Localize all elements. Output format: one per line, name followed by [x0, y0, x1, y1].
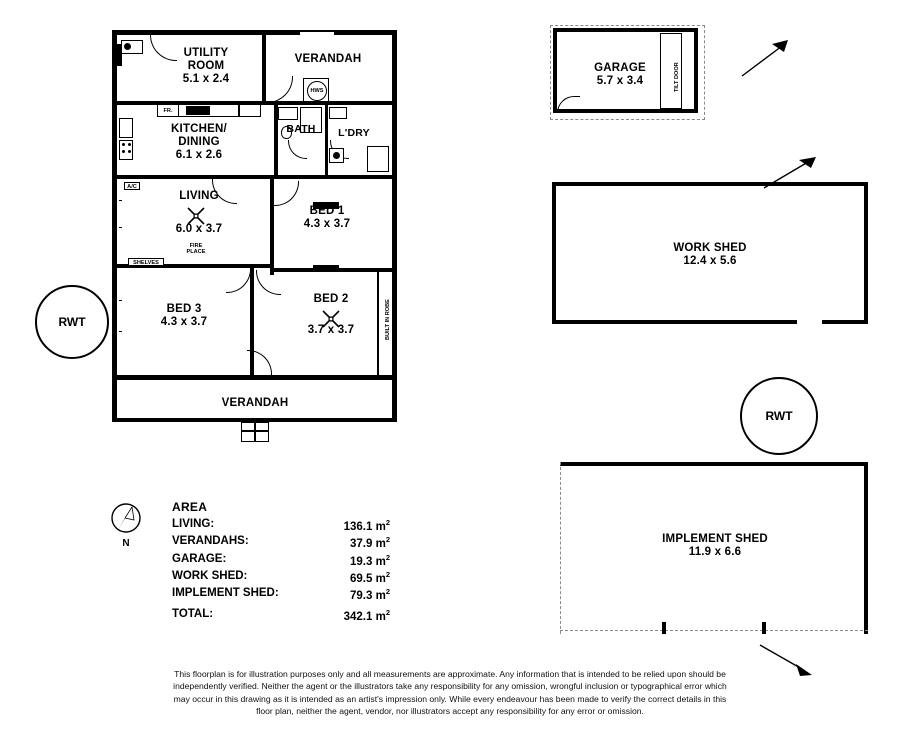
room-label-bed1: BED 1 4.3 x 3.7 — [303, 205, 351, 230]
implementshed-direction-arrow-icon — [758, 642, 814, 678]
door-bath — [288, 140, 307, 159]
interior-wall-v-bath-ldry — [325, 105, 328, 177]
area-row — [172, 570, 390, 585]
room-label-utility: UTILITY ROOM 5.1 x 2.4 — [182, 47, 230, 85]
door-bed1 — [274, 181, 299, 206]
workshed-direction-arrow-icon — [762, 155, 818, 191]
implementshed-open-bottom — [560, 630, 868, 634]
fireplace-label-2: PLACE — [186, 249, 206, 255]
room-label-bath: BATH — [286, 123, 316, 135]
aircon-label: A/C — [127, 184, 137, 190]
area-row-label: GARAGE: — [172, 552, 227, 565]
oven-burner-2 — [128, 143, 131, 146]
area-total-value: 342.1 $m^2$ — [343, 608, 390, 623]
area-summary — [172, 500, 390, 625]
implementshed-post-1 — [662, 622, 666, 634]
bed2-bedhead — [313, 265, 339, 272]
door-bed3 — [226, 268, 251, 293]
garage-label: GARAGE 5.7 x 3.4 — [594, 62, 646, 87]
washing-machine-drum — [333, 152, 340, 159]
area-row-value: 136.1 $m^2$ — [343, 518, 390, 533]
implementshed-wall-top — [560, 462, 868, 466]
verandah-bottom-wall-left — [112, 380, 117, 422]
house-wall-right — [392, 30, 397, 380]
fridge-label: FR. — [163, 108, 173, 114]
area-row — [172, 535, 390, 550]
interior-wall-h2 — [117, 175, 392, 179]
garage-direction-arrow-icon — [740, 40, 790, 78]
area-title: AREA — [172, 500, 208, 514]
garage-tilt-door-label: TILT DOOR — [674, 62, 680, 92]
shelves-label: SHELVES — [133, 260, 159, 266]
workshed-label: WORK SHED 12.4 x 5.6 — [673, 242, 747, 267]
window-verandah-top — [300, 32, 334, 35]
door-bed2 — [256, 270, 281, 295]
compass-needle-icon — [108, 500, 144, 538]
oven-burner-1 — [122, 143, 125, 146]
area-row — [172, 587, 390, 602]
garage-wall-top — [553, 28, 698, 32]
hws-label: HWS — [310, 88, 324, 94]
garage-wall-right — [694, 28, 698, 113]
implementshed-wall-right — [864, 462, 868, 634]
garage-wall-left — [553, 28, 557, 113]
compass-north-label: N — [122, 538, 130, 549]
workshed-wall-left — [552, 182, 556, 324]
area-row-label: VERANDAHS: — [172, 535, 249, 548]
utility-bench — [117, 44, 122, 66]
kitchen-cupboard — [119, 118, 133, 138]
room-label-bed2: BED 2 3.7 x 3.7 — [307, 293, 355, 336]
laundry-trough — [329, 107, 347, 119]
room-label-laundry: L'DRY — [338, 127, 370, 139]
window-living-left — [119, 200, 122, 228]
area-total-row — [172, 608, 390, 623]
area-row-label: WORK SHED: — [172, 569, 248, 582]
house-wall-left — [112, 30, 117, 380]
compass — [108, 500, 144, 552]
hws-enclosure — [303, 78, 329, 104]
fireplace-label-1: FIRE — [189, 243, 203, 249]
area-row — [172, 518, 390, 533]
room-label-kitchen-dining: KITCHEN/ DINING 6.1 x 2.6 — [171, 123, 227, 161]
rwt-house: RWT — [35, 285, 109, 359]
implementshed-open-left — [560, 462, 564, 634]
laundry-shower — [367, 146, 389, 172]
verandah-bottom-wall-right — [392, 380, 397, 422]
door-entry — [247, 350, 272, 375]
workshed-wall-top — [552, 182, 868, 186]
kitchen-cooktop — [186, 106, 210, 115]
builtin-robe-label: BUILT IN ROBE — [385, 299, 391, 340]
area-row — [172, 553, 390, 568]
bath-vanity — [278, 107, 298, 120]
workshed-wall-right — [864, 182, 868, 324]
area-row-value: 79.3 $m^2$ — [350, 587, 390, 603]
oven-burner-3 — [122, 150, 125, 153]
window-bed3-left — [119, 300, 122, 332]
area-row-value: 37.9 $m^2$ — [350, 535, 390, 551]
implementshed-post-2 — [762, 622, 766, 634]
step-line-v — [254, 422, 256, 442]
room-label-verandah-top: VERANDAH — [294, 53, 362, 65]
disclaimer-text: This floorplan is for illustration purposes only and all measurements are approximate. Any information that is intended to be relied upon should be independently verified. Neither the agent or the illustrators take any responsibility for any omission, wrongful inclusion or typographical error which may occur in this drawing as it is intended as an artist's impression only. While every endeavour has been made to verify the correct details in this floor plan, neither the agent, vendor, nor illustrators accept any responsibility for any error or omission. — [173, 669, 727, 717]
oven-burner-4 — [128, 150, 131, 153]
builtin-robe-wall — [377, 272, 379, 375]
workshed-wall-bottom-right — [822, 320, 868, 324]
implementshed-label: IMPLEMENT SHED 11.9 x 6.6 — [662, 533, 768, 558]
area-row-value: 69.5 $m^2$ — [350, 569, 390, 585]
room-label-verandah-bottom: VERANDAH — [221, 397, 289, 409]
area-total-label: TOTAL: — [172, 608, 214, 621]
house-wall-bottom — [112, 375, 397, 380]
kitchen-bench-right — [239, 104, 261, 117]
area-row-value: 19.3 $m^2$ — [350, 552, 390, 568]
room-label-living: LIVING 6.0 x 3.7 — [175, 190, 223, 235]
room-label-bed3: BED 3 4.3 x 3.7 — [160, 303, 208, 328]
area-row-label: IMPLEMENT SHED: — [172, 587, 279, 600]
door-verandah-kitchen — [266, 76, 293, 103]
utility-sink-bowl — [124, 43, 131, 50]
workshed-wall-bottom-left — [552, 320, 797, 324]
rwt-outbuildings: RWT — [740, 377, 818, 455]
area-row-label: LIVING: — [172, 518, 215, 530]
